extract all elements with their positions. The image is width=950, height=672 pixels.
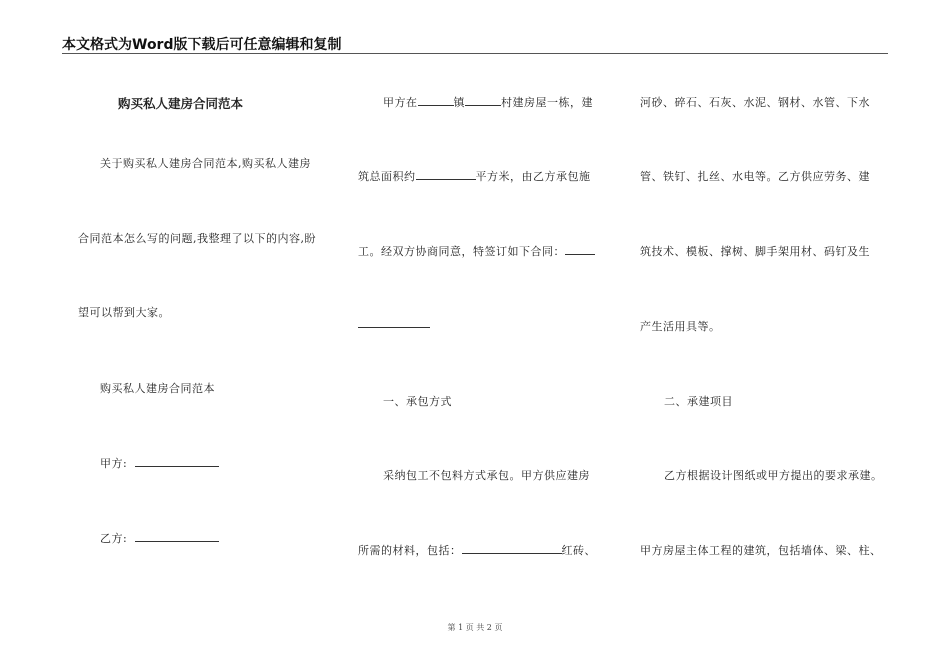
col2-line-4 — [358, 318, 430, 331]
party-b-line — [100, 530, 219, 546]
col2-text: 工。经双方协商同意，特签订如下合同： — [358, 245, 565, 258]
col3-line-3: 筑技术、模板、撑树、脚手架用材、码钉及生 — [640, 245, 870, 258]
col3-line-1: 河砂、碎石、石灰、水泥、钢材、水管、下水 — [640, 96, 870, 109]
town-blank — [418, 96, 454, 106]
col2-line-3 — [358, 243, 595, 259]
col2-text: 村建房屋一栋，建 — [501, 96, 593, 109]
col2-text: 镇 — [453, 96, 465, 109]
section-1-heading: 一、承包方式 — [383, 395, 452, 408]
col2-text: 平方米，由乙方承包施 — [475, 170, 591, 183]
col2-line-2 — [358, 168, 591, 184]
col2-text: 红砖、 — [561, 544, 596, 557]
col3-line-6: 乙方根据设计图纸或甲方提出的要求承建。 — [664, 469, 883, 482]
col2-text: 甲方在 — [383, 96, 418, 109]
document-title: 购买私人建房合同范本 — [118, 96, 244, 111]
village-blank — [465, 96, 501, 106]
intro-line-2: 合同范本怎么写的问题,我整理了以下的内容,盼 — [78, 232, 316, 245]
intro-line-1: 关于购买私人建房合同范本,购买私人建房 — [100, 157, 311, 170]
materials-blank — [462, 544, 562, 554]
contract-blank-1 — [565, 245, 595, 255]
col2-text: 筑总面积约 — [358, 170, 416, 183]
col2-line-7 — [358, 542, 596, 558]
col2-line-1 — [383, 94, 593, 110]
party-a-blank — [135, 457, 219, 467]
contract-subtitle: 购买私人建房合同范本 — [100, 382, 215, 395]
party-b-blank — [135, 532, 219, 542]
intro-line-3: 望可以帮到大家。 — [78, 306, 170, 319]
party-a-line — [100, 455, 219, 471]
contract-blank-2 — [358, 318, 430, 328]
col3-line-2: 管、铁钉、扎丝、水电等。乙方供应劳务、建 — [640, 170, 870, 183]
col3-line-7: 甲方房屋主体工程的建筑，包括墙体、梁、柱、 — [640, 544, 882, 557]
party-a-label: 甲方: — [100, 457, 128, 470]
area-blank — [416, 170, 476, 180]
col2-text: 所需的材料，包括： — [358, 544, 462, 557]
document-header: 本文格式为Word版下载后可任意编辑和复制 — [62, 37, 342, 53]
col3-line-4: 产生活用具等。 — [640, 320, 721, 333]
col2-line-6: 采纳包工不包料方式承包。甲方供应建房 — [383, 469, 590, 482]
header-rule — [62, 53, 888, 54]
party-b-label: 乙方: — [100, 532, 128, 545]
section-2-heading: 二、承建项目 — [664, 395, 733, 408]
page-number: 第 1 页 共 2 页 — [447, 623, 503, 632]
